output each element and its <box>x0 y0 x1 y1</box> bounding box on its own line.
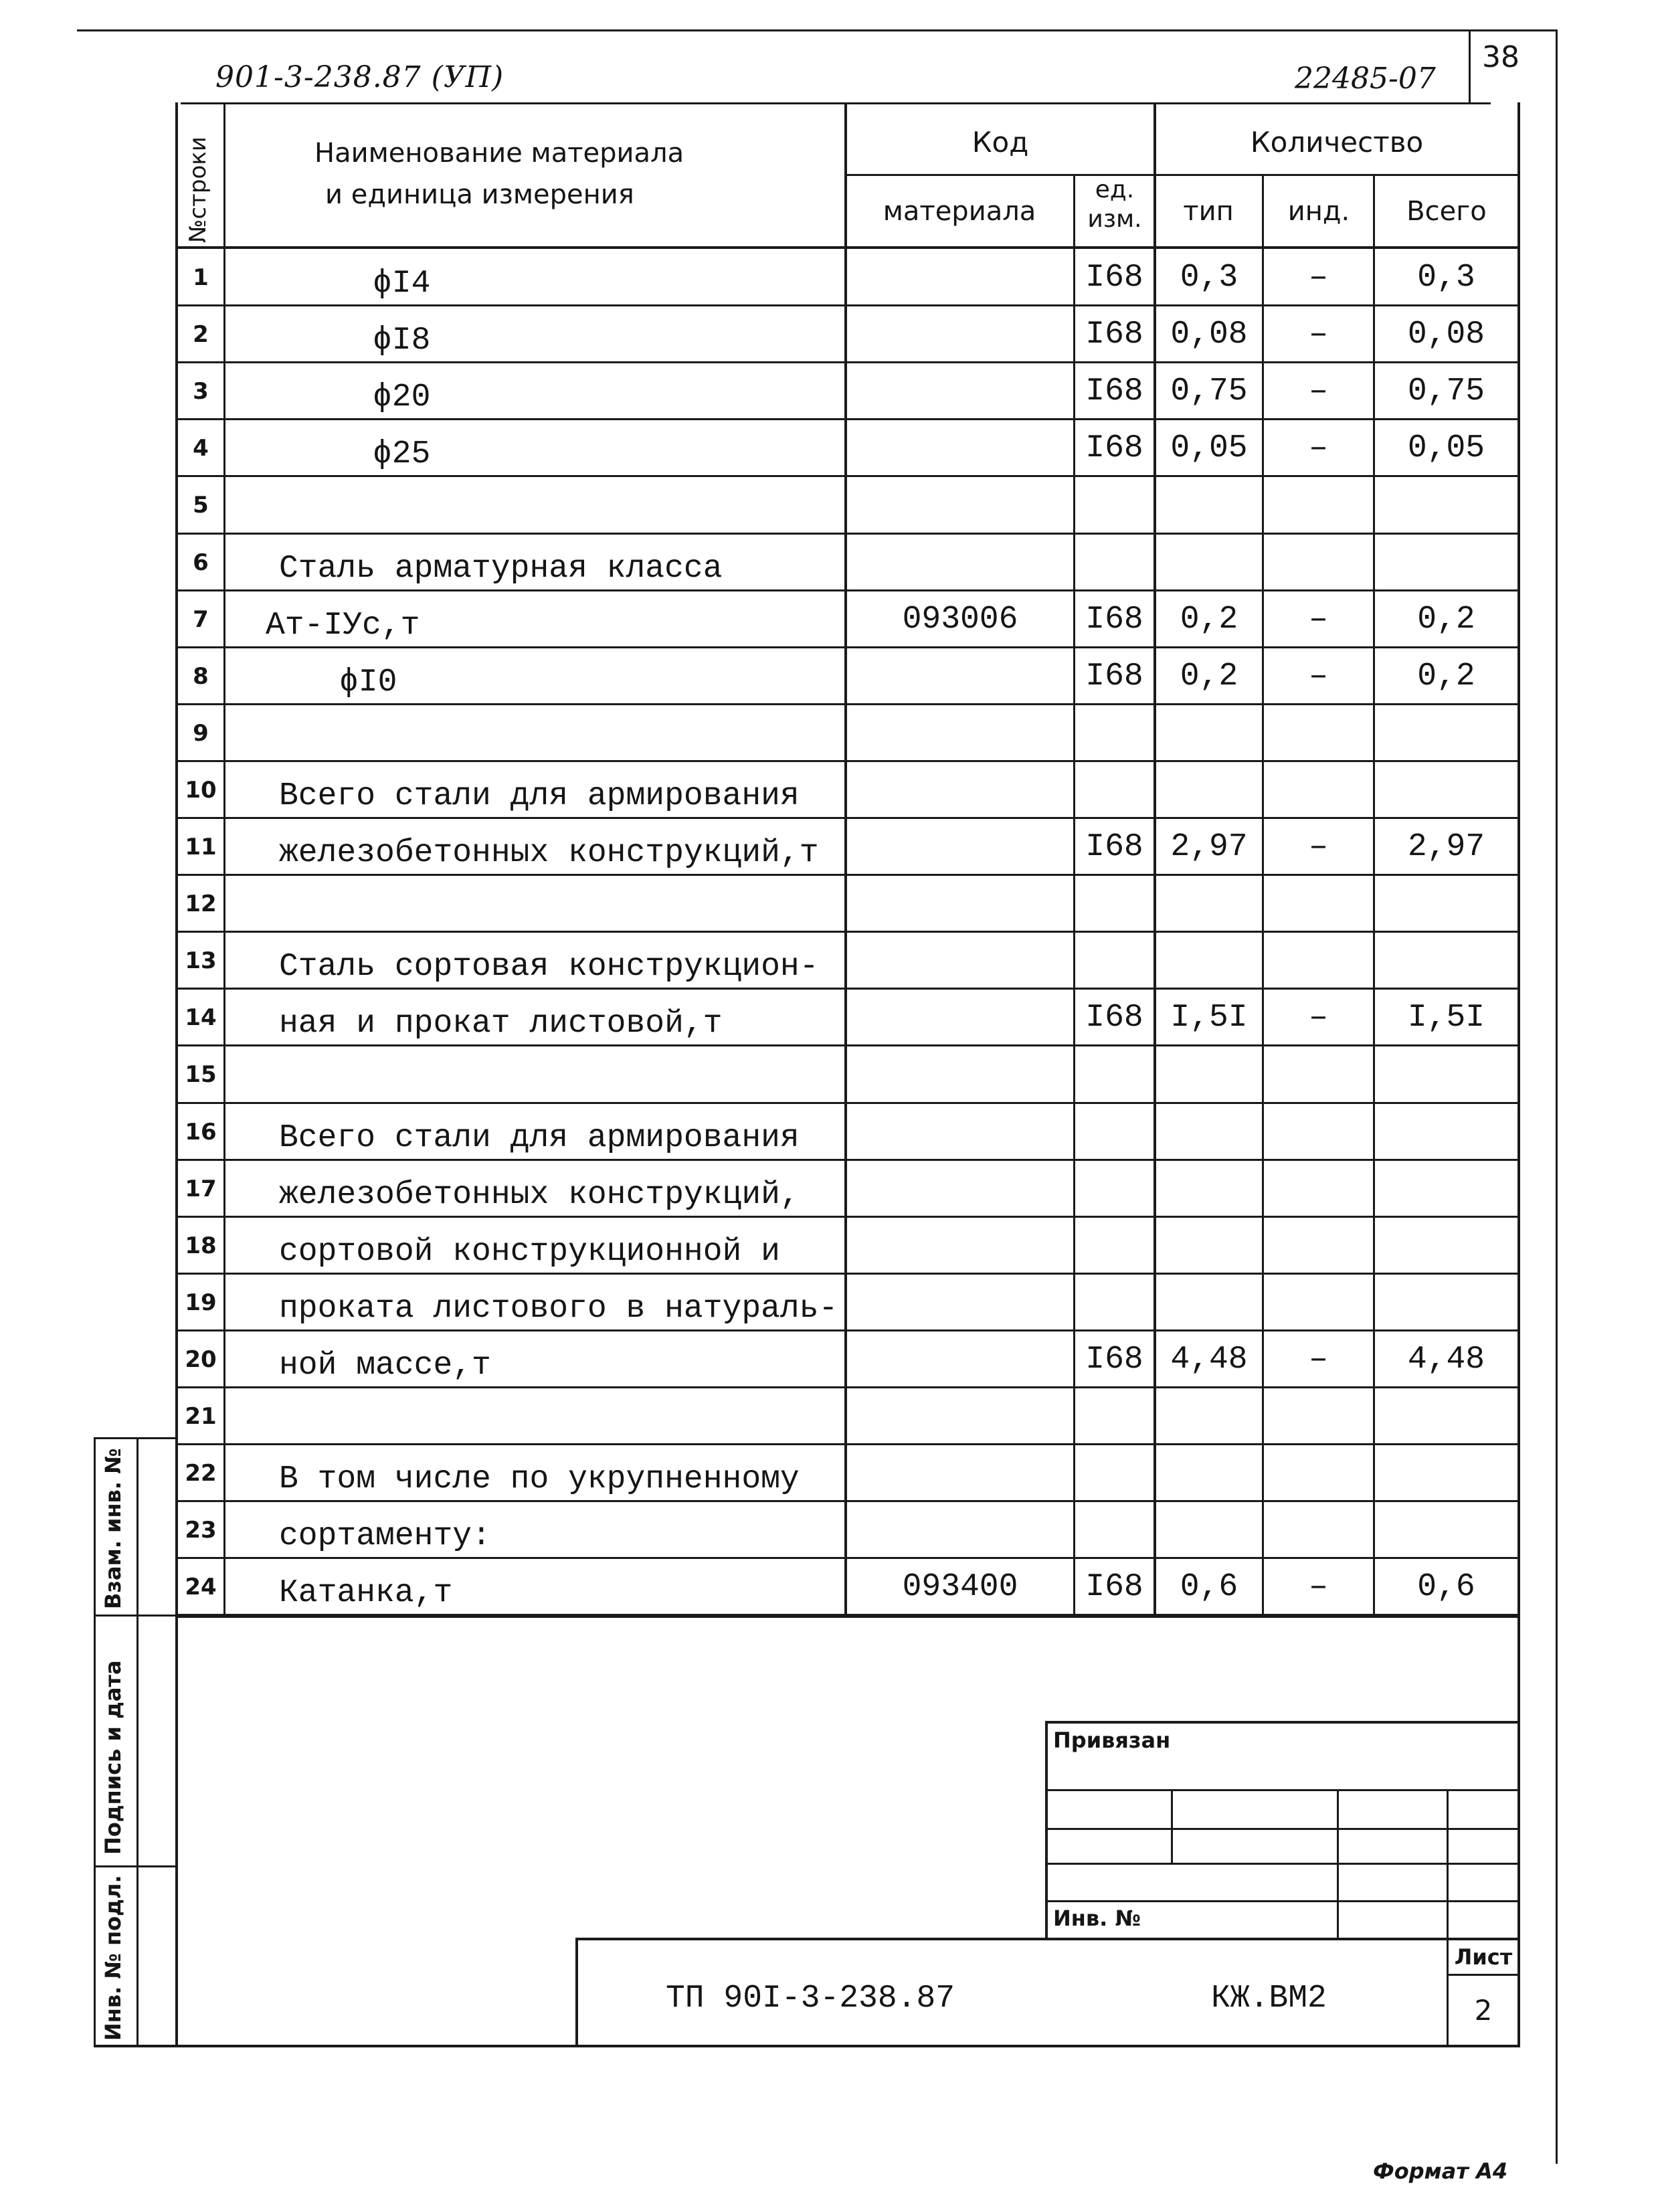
row-unit-cell <box>1075 1217 1154 1274</box>
row-type-cell: 0,75 <box>1170 373 1248 409</box>
row-code-cell <box>847 932 1073 989</box>
code-header: Код <box>972 125 1029 159</box>
album-number: 22485-07 <box>1295 62 1436 96</box>
row-name-cell: ϕI4 <box>373 266 431 302</box>
row-type-cell: 0,2 <box>1180 658 1238 695</box>
row-n-cell: 6 <box>193 549 209 576</box>
unit-header-line1: ед. <box>1095 176 1135 203</box>
header-mid-rule <box>846 174 1520 176</box>
row-ind-cell: – <box>1309 601 1328 638</box>
row-code-cell <box>847 1388 1073 1445</box>
row-type-cell: 0,2 <box>1180 601 1238 638</box>
sheet-code: КЖ.ВМ2 <box>1211 1980 1327 2017</box>
row-code-cell <box>847 306 1073 363</box>
table-right-border <box>1517 102 1520 2046</box>
row-code-cell: 093006 <box>902 601 1018 638</box>
row-total-cell: 0,05 <box>1407 430 1485 466</box>
row-total-cell <box>1375 1274 1517 1331</box>
row-type-cell <box>1156 476 1262 533</box>
row-type-cell: I,5I <box>1170 999 1248 1036</box>
row-n-cell: 16 <box>185 1118 217 1145</box>
row-name-cell <box>225 705 844 761</box>
stamp-outer-left <box>94 1437 96 2046</box>
doc-number: ТП 90I-3-238.87 <box>666 1980 955 2017</box>
row-name-cell: Сталь арматурная класса <box>279 551 723 587</box>
row-number-header: №строки <box>185 136 211 243</box>
row-name-cell: ϕI8 <box>373 322 431 359</box>
row-unit-cell: I68 <box>1085 373 1143 409</box>
privyazan-col1 <box>1171 1789 1173 1864</box>
page-bottom-rule <box>94 2045 1520 2047</box>
row-unit-cell <box>1075 534 1154 591</box>
row-code-cell <box>847 818 1073 875</box>
row-total-cell: 0,6 <box>1417 1568 1475 1605</box>
row-total-cell: 0,75 <box>1407 373 1485 409</box>
row-n-cell: 11 <box>185 833 217 860</box>
row-unit-cell: I68 <box>1085 259 1143 296</box>
unit-header <box>1075 175 1155 234</box>
row-code-cell <box>847 420 1073 476</box>
row-type-cell <box>1156 1046 1262 1103</box>
row-n-cell: 7 <box>193 606 209 633</box>
row-n-cell: 20 <box>185 1346 217 1373</box>
row-total-cell <box>1375 1388 1517 1445</box>
material-header: материала <box>883 196 1036 227</box>
row-name-cell: ной массе,т <box>279 1348 491 1384</box>
row-name-cell: железобетонных конструкций,т <box>279 835 819 871</box>
row-code-cell <box>847 705 1073 761</box>
row-unit-cell <box>1075 932 1154 989</box>
row-n-cell: 15 <box>185 1061 217 1088</box>
row-name-cell: сортовой конструкционной и <box>279 1234 780 1270</box>
inv-no-label: Инв. № <box>1053 1906 1141 1931</box>
doc-code-handwritten: 901-3-238.87 (УП) <box>215 60 504 94</box>
row-n-cell: 17 <box>185 1175 217 1202</box>
row-n-cell: 1 <box>193 264 209 291</box>
row-unit-cell: I68 <box>1085 316 1143 353</box>
row-type-cell <box>1156 932 1262 989</box>
row-type-cell <box>1156 1445 1262 1501</box>
row-total-cell <box>1375 932 1517 989</box>
row-total-cell <box>1375 875 1517 932</box>
table-bottom-rule <box>175 1615 1520 1618</box>
row-n-cell: 18 <box>185 1232 217 1259</box>
row-name-cell: ϕ25 <box>373 436 431 472</box>
row-unit-cell <box>1075 1388 1154 1445</box>
row-type-cell <box>1156 1274 1262 1331</box>
row-n-cell: 2 <box>193 320 209 348</box>
row-ind-cell <box>1264 761 1373 818</box>
ind-header: инд. <box>1287 196 1350 227</box>
format-label: Формат А4 <box>1373 2158 1508 2184</box>
row-total-cell <box>1375 1160 1517 1217</box>
total-header: Всего <box>1406 196 1487 227</box>
row-name-cell <box>225 476 844 533</box>
row-unit-cell <box>1075 1103 1154 1160</box>
row-total-cell <box>1375 476 1517 533</box>
row-unit-cell: I68 <box>1085 601 1143 638</box>
row-total-cell: 0,2 <box>1417 601 1475 638</box>
header-rule <box>181 102 1491 104</box>
row-unit-cell <box>1075 476 1154 533</box>
row-total-cell <box>1375 1501 1517 1558</box>
top-rule <box>77 29 1556 31</box>
row-ind-cell: – <box>1309 430 1328 466</box>
row-type-cell <box>1156 761 1262 818</box>
row-type-cell <box>1156 1160 1262 1217</box>
list-rule <box>1447 1974 1520 1976</box>
privyazan-rule2 <box>1045 1828 1520 1830</box>
row-n-cell: 21 <box>185 1402 217 1430</box>
row-ind-cell <box>1264 705 1373 761</box>
row-code-cell <box>847 363 1073 420</box>
row-name-cell <box>225 1046 844 1103</box>
row-name-cell <box>225 875 844 932</box>
row-n-cell: 9 <box>193 719 209 747</box>
row-unit-cell <box>1075 875 1154 932</box>
row-total-cell: 4,48 <box>1407 1341 1485 1378</box>
row-name-cell <box>225 1388 844 1445</box>
row-unit-cell <box>1075 1160 1154 1217</box>
row-name-cell: ϕ20 <box>373 379 431 416</box>
row-unit-cell <box>1075 1046 1154 1103</box>
stamp-div1 <box>94 1615 178 1617</box>
row-name-cell: железобетонных конструкций, <box>279 1177 800 1213</box>
privyazan-label: Привязан <box>1053 1728 1171 1753</box>
row-ind-cell: – <box>1309 1341 1328 1378</box>
row-total-cell <box>1375 705 1517 761</box>
privyazan-rule1 <box>1045 1789 1520 1791</box>
row-total-cell: I,5I <box>1407 999 1485 1036</box>
row-n-cell: 14 <box>185 1004 217 1031</box>
row-code-cell <box>847 761 1073 818</box>
col-rule-type <box>1262 174 1264 1616</box>
row-name-cell: Сталь сортовая конструкцион- <box>279 949 819 985</box>
row-code-cell <box>847 476 1073 533</box>
row-total-cell <box>1375 761 1517 818</box>
row-ind-cell <box>1264 1445 1373 1501</box>
vzam-inv-label: Взам. инв. № <box>100 1448 126 1609</box>
row-total-cell <box>1375 1445 1517 1501</box>
row-n-cell: 8 <box>193 662 209 690</box>
row-ind-cell: – <box>1309 999 1328 1036</box>
row-ind-cell <box>1264 1501 1373 1558</box>
type-header: тип <box>1183 196 1234 227</box>
row-name-cell: Всего стали для армирования <box>279 778 800 814</box>
row-unit-cell: I68 <box>1085 1341 1143 1378</box>
row-unit-cell: I68 <box>1085 828 1143 865</box>
row-type-cell: 0,05 <box>1170 430 1248 466</box>
privyazan-rule4 <box>1045 1900 1520 1902</box>
row-name-cell: проката листового в натураль- <box>279 1291 838 1327</box>
row-unit-cell: I68 <box>1085 1568 1143 1605</box>
row-type-cell <box>1156 1388 1262 1445</box>
page-number: 38 <box>1482 40 1519 74</box>
row-type-cell <box>1156 1217 1262 1274</box>
row-type-cell: 0,3 <box>1180 259 1238 296</box>
col-rule-unit <box>1154 102 1156 1616</box>
col-rule-number <box>223 102 225 1616</box>
row-total-cell <box>1375 1046 1517 1103</box>
row-total-cell: 2,97 <box>1407 828 1485 865</box>
row-code-cell <box>847 989 1073 1046</box>
row-type-cell <box>1156 1501 1262 1558</box>
privyazan-top <box>1045 1721 1520 1724</box>
row-name-cell: В том числе по укрупненному <box>279 1461 800 1497</box>
row-ind-cell: – <box>1309 1568 1328 1605</box>
row-ind-cell <box>1264 1103 1373 1160</box>
row-ind-cell: – <box>1309 316 1328 353</box>
row-ind-cell: – <box>1309 658 1328 695</box>
row-unit-cell <box>1075 761 1154 818</box>
stamp-div2 <box>94 1865 178 1867</box>
row-n-cell: 12 <box>185 890 217 917</box>
privyazan-rule3 <box>1045 1863 1520 1865</box>
row-total-cell: 0,2 <box>1417 658 1475 695</box>
inv-podl-label: Инв. № подл. <box>100 1875 126 2041</box>
stamp-inner <box>136 1437 139 2046</box>
row-type-cell: 0,6 <box>1180 1568 1238 1605</box>
row-code-cell <box>847 1331 1073 1388</box>
stamp-top <box>94 1437 178 1439</box>
row-total-cell <box>1375 1103 1517 1160</box>
row-ind-cell <box>1264 932 1373 989</box>
privyazan-col3 <box>1447 1789 1449 1940</box>
row-code-cell <box>847 1501 1073 1558</box>
row-total-cell: 0,08 <box>1407 316 1485 353</box>
row-n-cell: 10 <box>185 776 217 804</box>
row-code-cell <box>847 534 1073 591</box>
row-type-cell <box>1156 705 1262 761</box>
row-ind-cell <box>1264 1046 1373 1103</box>
row-name-cell: ная и прокат листовой,т <box>279 1006 723 1042</box>
podpis-data-label: Подпись и дата <box>100 1660 126 1855</box>
row-code-cell <box>847 1274 1073 1331</box>
row-code-cell: 093400 <box>902 1568 1018 1605</box>
row-n-cell: 4 <box>193 434 209 462</box>
row-total-cell: 0,3 <box>1417 259 1475 296</box>
privyazan-left <box>1045 1721 1048 1940</box>
name-header-line1: Наименование материала <box>314 138 684 169</box>
row-name-cell: Ат-IУс,т <box>266 608 420 644</box>
row-type-cell: 2,97 <box>1170 828 1248 865</box>
row-name-cell: сортаменту: <box>279 1518 491 1554</box>
stamp-box-left <box>575 1938 578 2047</box>
row-unit-cell: I68 <box>1085 430 1143 466</box>
row-unit-cell: I68 <box>1085 999 1143 1036</box>
row-code-cell <box>847 249 1073 306</box>
row-type-cell <box>1156 534 1262 591</box>
row-ind-cell <box>1264 1274 1373 1331</box>
row-total-cell <box>1375 1217 1517 1274</box>
right-border <box>1556 29 1558 2164</box>
row-ind-cell <box>1264 1160 1373 1217</box>
row-type-cell: 4,48 <box>1170 1341 1248 1378</box>
col-rule-ind <box>1373 174 1375 1616</box>
page-box-left <box>1469 29 1471 104</box>
unit-header-line2: изм. <box>1087 205 1142 233</box>
row-n-cell: 23 <box>185 1516 217 1544</box>
row-ind-cell <box>1264 534 1373 591</box>
row-code-cell <box>847 1103 1073 1160</box>
privyazan-col2 <box>1337 1789 1339 1940</box>
row-n-cell: 22 <box>185 1459 217 1487</box>
row-type-cell <box>1156 1103 1262 1160</box>
row-n-cell: 3 <box>193 377 209 405</box>
row-code-cell <box>847 1160 1073 1217</box>
row-ind-cell: – <box>1309 828 1328 865</box>
row-ind-cell: – <box>1309 259 1328 296</box>
row-n-cell: 13 <box>185 947 217 974</box>
row-type-cell: 0,08 <box>1170 316 1248 353</box>
col-rule-name <box>844 102 847 1616</box>
row-unit-cell: I68 <box>1085 658 1143 695</box>
row-ind-cell <box>1264 476 1373 533</box>
row-total-cell <box>1375 534 1517 591</box>
row-name-cell: ϕI0 <box>339 664 397 701</box>
row-ind-cell: – <box>1309 373 1328 409</box>
col-rule-material <box>1073 174 1075 1616</box>
quantity-header: Количество <box>1250 125 1424 159</box>
list-label: Лист <box>1454 1944 1513 1970</box>
row-name-cell: Катанка,т <box>279 1575 453 1611</box>
row-code-cell <box>847 1046 1073 1103</box>
row-ind-cell <box>1264 875 1373 932</box>
row-name-cell: Всего стали для армирования <box>279 1120 800 1156</box>
row-unit-cell <box>1075 1445 1154 1501</box>
row-unit-cell <box>1075 1274 1154 1331</box>
row-n-cell: 24 <box>185 1573 217 1600</box>
row-code-cell <box>847 1217 1073 1274</box>
row-code-cell <box>847 648 1073 705</box>
row-type-cell <box>1156 875 1262 932</box>
row-unit-cell <box>1075 705 1154 761</box>
name-header-line2: и единица измерения <box>325 179 634 210</box>
row-ind-cell <box>1264 1217 1373 1274</box>
row-code-cell <box>847 1445 1073 1501</box>
row-unit-cell <box>1075 1501 1154 1558</box>
row-n-cell: 5 <box>193 491 209 519</box>
stamp-box-top <box>575 1938 1520 1940</box>
row-n-cell: 19 <box>185 1289 217 1316</box>
list-value: 2 <box>1474 1993 1493 2027</box>
row-ind-cell <box>1264 1388 1373 1445</box>
row-code-cell <box>847 875 1073 932</box>
